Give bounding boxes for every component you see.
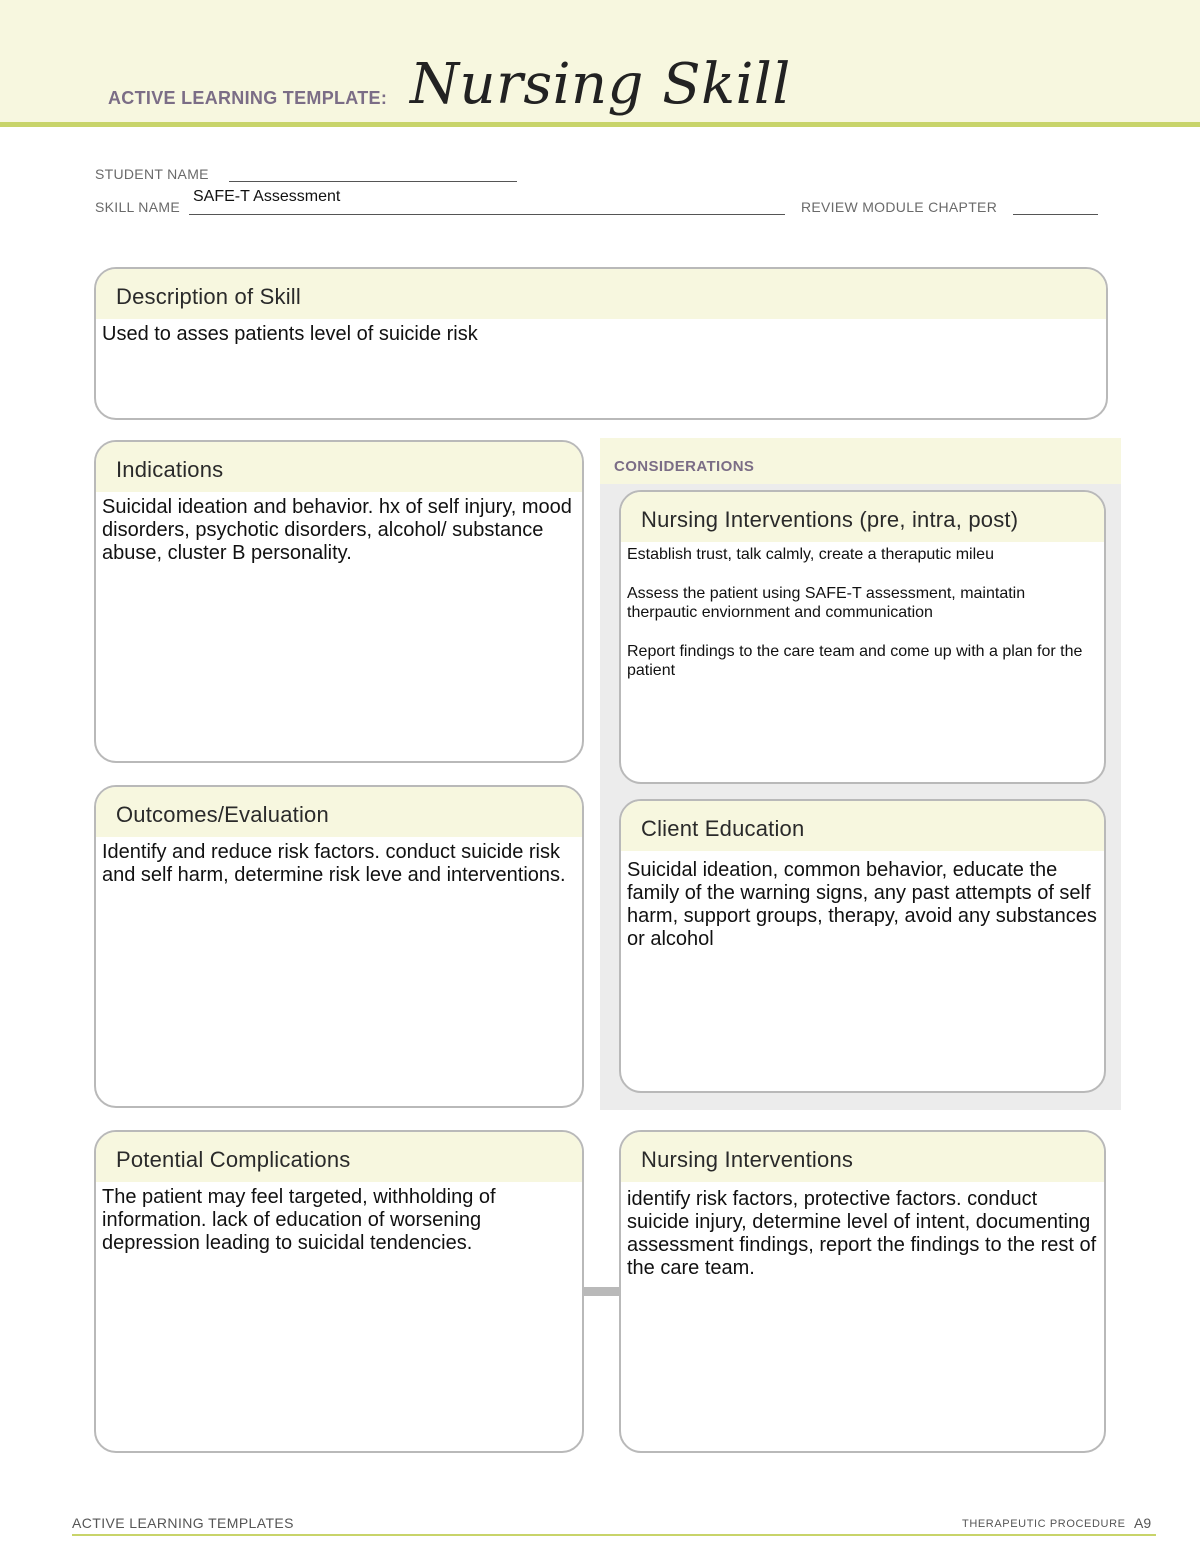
nursing-interventions-title: Nursing Interventions (641, 1147, 854, 1172)
nursing-interventions-text[interactable]: identify risk factors, protective factors. conduct suicide injury, determine level of intent, documenting assessment findings, report the findings to the rest of the care team. (627, 1188, 1097, 1279)
description-text[interactable]: Used to asses patients level of suicide risk (102, 323, 478, 345)
header-rule (0, 122, 1200, 127)
client-education-title: Client Education (641, 816, 805, 841)
outcomes-header (96, 787, 582, 837)
complications-title: Potential Complications (116, 1147, 351, 1172)
review-module-label: REVIEW MODULE CHAPTER (801, 199, 998, 215)
outcomes-text[interactable]: Identify and reduce risk factors. conduct suicide risk and self harm, determine risk leve and interventions. (102, 841, 566, 886)
footer-page-number: A9 (1134, 1515, 1152, 1531)
description-header (96, 269, 1106, 319)
outcomes-title: Outcomes/Evaluation (116, 802, 329, 827)
skill-name-label: SKILL NAME (95, 199, 180, 215)
indications-card (94, 440, 584, 763)
indications-text[interactable]: Suicidal ideation and behavior. hx of self injury, mood disorders, psychotic disorders, alcohol/ substance abuse, cluster B personality. (102, 496, 572, 564)
footer-right: THERAPEUTIC PROCEDURE (962, 1518, 1126, 1530)
nursing-interventions-ppi-header (621, 492, 1104, 542)
skill-name-field[interactable] (189, 213, 785, 215)
indications-title: Indications (116, 457, 224, 482)
student-name-label: STUDENT NAME (95, 166, 209, 182)
considerations-label: CONSIDERATIONS (614, 458, 755, 475)
client-education-text[interactable]: Suicidal ideation, common behavior, educate the family of the warning signs, any past attempts of self harm, support groups, therapy, avoid any substances or alcohol (627, 859, 1097, 950)
client-education-header (621, 801, 1104, 851)
client-education-card (619, 799, 1106, 1093)
nursing-interventions-ppi-para: Assess the patient using SAFE-T assessment, maintatin therpautic enviornment and communication (627, 585, 1026, 621)
complications-card (94, 1130, 584, 1453)
nursing-interventions-ppi-body[interactable] (621, 542, 1104, 680)
nursing-interventions-card (619, 1130, 1106, 1453)
description-title: Description of Skill (116, 284, 301, 309)
nursing-interventions-ppi-title: Nursing Interventions (pre, intra, post) (641, 507, 1019, 532)
skill-name-value: SAFE-T Assessment (193, 188, 341, 205)
nursing-interventions-ppi-para: Establish trust, talk calmly, create a theraputic mileu (627, 546, 994, 563)
student-name-field[interactable] (229, 180, 517, 182)
footer-left: ACTIVE LEARNING TEMPLATES (72, 1515, 294, 1531)
outcomes-card (94, 785, 584, 1108)
connector-bar (583, 1287, 620, 1296)
review-module-field[interactable] (1013, 213, 1098, 215)
template-label: ACTIVE LEARNING TEMPLATE: (108, 88, 388, 108)
nursing-interventions-ppi-card (619, 490, 1106, 784)
nursing-interventions-header (621, 1132, 1104, 1182)
footer-rule (72, 1534, 1156, 1536)
complications-header (96, 1132, 582, 1182)
complications-text[interactable]: The patient may feel targeted, withholding of information. lack of education of worsening depression leading to suicidal tendencies. (102, 1186, 496, 1254)
description-card (94, 267, 1108, 420)
indications-header (96, 442, 582, 492)
nursing-interventions-ppi-para: Report findings to the care team and come up with a plan for the patient (627, 643, 1083, 679)
page-title: Nursing Skill (410, 52, 791, 117)
